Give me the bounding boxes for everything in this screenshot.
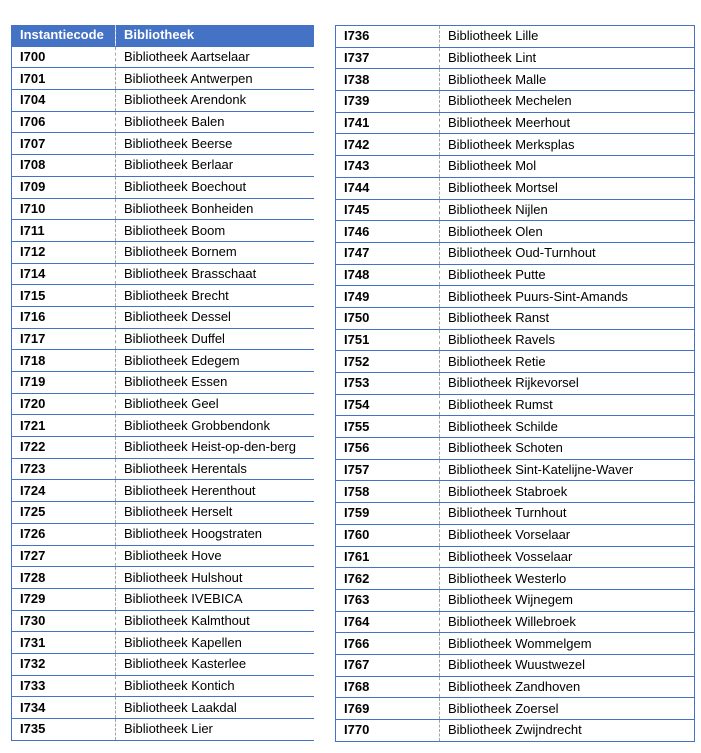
table-row: [336, 481, 695, 503]
library-name-cell: Bibliotheek Grobbendonk: [116, 415, 314, 437]
instance-code-cell: I748: [336, 264, 440, 286]
library-name-cell: Bibliotheek IVEBICA: [116, 588, 314, 610]
table-row: [336, 438, 695, 460]
table-row: [336, 91, 695, 113]
library-name-cell: Bibliotheek Kapellen: [116, 632, 314, 654]
instance-code-cell: I712: [12, 241, 116, 263]
instance-code-cell: I719: [12, 372, 116, 394]
table-row: [12, 393, 314, 415]
table-row: [12, 285, 314, 307]
table-row: [12, 567, 314, 589]
table-row: [336, 329, 695, 351]
library-name-cell: Bibliotheek Arendonk: [116, 90, 314, 112]
table-row: [336, 242, 695, 264]
table-row: [12, 133, 314, 155]
library-name-cell: Bibliotheek Merksplas: [440, 134, 695, 156]
instance-code-cell: I733: [12, 675, 116, 697]
table-row: [336, 373, 695, 395]
library-name-cell: Bibliotheek Antwerpen: [116, 68, 314, 90]
library-name-cell: Bibliotheek Retie: [440, 351, 695, 373]
library-name-cell: Bibliotheek Willebroek: [440, 611, 695, 633]
library-name-cell: Bibliotheek Rumst: [440, 394, 695, 416]
instance-code-cell: I738: [336, 69, 440, 91]
instance-code-cell: I763: [336, 589, 440, 611]
instance-code-cell: I710: [12, 198, 116, 220]
instance-code-cell: I737: [336, 47, 440, 69]
table-row: [12, 68, 314, 90]
library-name-cell: Bibliotheek Putte: [440, 264, 695, 286]
library-name-cell: Bibliotheek Westerlo: [440, 568, 695, 590]
library-name-cell: Bibliotheek Puurs-Sint-Amands: [440, 286, 695, 308]
table-row: [336, 611, 695, 633]
library-name-cell: Bibliotheek Duffel: [116, 328, 314, 350]
instance-code-cell: I742: [336, 134, 440, 156]
table-row: [336, 199, 695, 221]
instance-code-cell: I718: [12, 350, 116, 372]
library-name-cell: Bibliotheek Mortsel: [440, 177, 695, 199]
table-row: [12, 306, 314, 328]
library-name-cell: Bibliotheek Wuustwezel: [440, 654, 695, 676]
table-row: [336, 156, 695, 178]
table-row: [336, 524, 695, 546]
table-row: [336, 177, 695, 199]
library-name-cell: Bibliotheek Dessel: [116, 306, 314, 328]
instance-code-cell: I725: [12, 502, 116, 524]
table-row: [336, 503, 695, 525]
library-name-cell: Bibliotheek Geel: [116, 393, 314, 415]
instance-code-cell: I764: [336, 611, 440, 633]
table-row: [336, 69, 695, 91]
library-name-cell: Bibliotheek Zoersel: [440, 698, 695, 720]
table-row: [12, 545, 314, 567]
library-name-cell: Bibliotheek Herselt: [116, 502, 314, 524]
instance-code-cell: I700: [12, 46, 116, 68]
table-row: [336, 720, 695, 742]
table-row: [12, 610, 314, 632]
library-name-cell: Bibliotheek Heist-op-den-berg: [116, 437, 314, 459]
instance-code-cell: I756: [336, 438, 440, 460]
instance-code-cell: I707: [12, 133, 116, 155]
table-row: [336, 307, 695, 329]
instance-code-cell: I714: [12, 263, 116, 285]
instance-code-cell: I770: [336, 720, 440, 742]
column-header-code: Instantiecode: [12, 25, 116, 46]
instance-code-cell: I721: [12, 415, 116, 437]
instance-code-cell: I716: [12, 306, 116, 328]
library-name-cell: Bibliotheek Mechelen: [440, 91, 695, 113]
library-name-cell: Bibliotheek Boechout: [116, 176, 314, 198]
table-row: [12, 480, 314, 502]
library-name-cell: Bibliotheek Ravels: [440, 329, 695, 351]
table-row: [12, 198, 314, 220]
table-row: [12, 372, 314, 394]
table-row: [12, 437, 314, 459]
table-row: [12, 502, 314, 524]
table-row: [336, 416, 695, 438]
library-name-cell: Bibliotheek Olen: [440, 221, 695, 243]
library-name-cell: Bibliotheek Laakdal: [116, 697, 314, 719]
library-name-cell: Bibliotheek Balen: [116, 111, 314, 133]
library-name-cell: Bibliotheek Brasschaat: [116, 263, 314, 285]
library-name-cell: Bibliotheek Stabroek: [440, 481, 695, 503]
table-body-right: [336, 26, 695, 742]
instance-code-cell: I767: [336, 654, 440, 676]
instance-code-cell: I723: [12, 458, 116, 480]
library-name-cell: Bibliotheek Essen: [116, 372, 314, 394]
library-name-cell: Bibliotheek Zwijndrecht: [440, 720, 695, 742]
instance-code-cell: I759: [336, 503, 440, 525]
library-name-cell: Bibliotheek Malle: [440, 69, 695, 91]
table-row: [336, 26, 695, 48]
library-name-cell: Bibliotheek Vorselaar: [440, 524, 695, 546]
library-table-right: [335, 25, 695, 742]
table-row: [336, 351, 695, 373]
library-name-cell: Bibliotheek Zandhoven: [440, 676, 695, 698]
library-name-cell: Bibliotheek Kalmthout: [116, 610, 314, 632]
instance-code-cell: I750: [336, 307, 440, 329]
table-row: [336, 589, 695, 611]
instance-code-cell: I736: [336, 26, 440, 48]
instance-code-cell: I709: [12, 176, 116, 198]
table-row: [336, 134, 695, 156]
library-name-cell: Bibliotheek Schoten: [440, 438, 695, 460]
instance-code-cell: I730: [12, 610, 116, 632]
library-name-cell: Bibliotheek Herenthout: [116, 480, 314, 502]
table-row: [12, 176, 314, 198]
instance-code-cell: I747: [336, 242, 440, 264]
library-name-cell: Bibliotheek Edegem: [116, 350, 314, 372]
table-row: [336, 221, 695, 243]
table-row: [12, 523, 314, 545]
instance-code-cell: I720: [12, 393, 116, 415]
instance-code-cell: I769: [336, 698, 440, 720]
library-name-cell: Bibliotheek Beerse: [116, 133, 314, 155]
table-row: [12, 697, 314, 719]
library-name-cell: Bibliotheek Sint-Katelijne-Waver: [440, 459, 695, 481]
library-name-cell: Bibliotheek Oud-Turnhout: [440, 242, 695, 264]
library-name-cell: Bibliotheek Lille: [440, 26, 695, 48]
instance-code-cell: I768: [336, 676, 440, 698]
table-row: [336, 47, 695, 69]
instance-code-cell: I743: [336, 156, 440, 178]
library-name-cell: Bibliotheek Brecht: [116, 285, 314, 307]
library-name-cell: Bibliotheek Ranst: [440, 307, 695, 329]
instance-code-cell: I717: [12, 328, 116, 350]
table-row: [336, 264, 695, 286]
instance-code-cell: I746: [336, 221, 440, 243]
table-row: [12, 632, 314, 654]
table-row: [12, 719, 314, 741]
table-row: [336, 286, 695, 308]
instance-code-cell: I734: [12, 697, 116, 719]
instance-code-cell: I708: [12, 155, 116, 177]
library-name-cell: Bibliotheek Schilde: [440, 416, 695, 438]
library-name-cell: Bibliotheek Hulshout: [116, 567, 314, 589]
library-name-cell: Bibliotheek Rijkevorsel: [440, 373, 695, 395]
table-row: [336, 112, 695, 134]
library-name-cell: Bibliotheek Turnhout: [440, 503, 695, 525]
table-row: [336, 633, 695, 655]
instance-code-cell: I758: [336, 481, 440, 503]
table-row: [12, 350, 314, 372]
instance-code-cell: I761: [336, 546, 440, 568]
instance-code-cell: I726: [12, 523, 116, 545]
library-name-cell: Bibliotheek Vosselaar: [440, 546, 695, 568]
table-row: [12, 155, 314, 177]
library-name-cell: Bibliotheek Wommelgem: [440, 633, 695, 655]
table-header-row: [12, 25, 314, 46]
column-header-library: Bibliotheek: [116, 25, 314, 46]
library-name-cell: Bibliotheek Lint: [440, 47, 695, 69]
library-name-cell: Bibliotheek Meerhout: [440, 112, 695, 134]
table-row: [336, 546, 695, 568]
library-name-cell: Bibliotheek Hove: [116, 545, 314, 567]
table-row: [12, 675, 314, 697]
library-name-cell: Bibliotheek Nijlen: [440, 199, 695, 221]
table-row: [336, 394, 695, 416]
library-name-cell: Bibliotheek Wijnegem: [440, 589, 695, 611]
instance-code-cell: I739: [336, 91, 440, 113]
library-table-left: [11, 25, 314, 741]
table-row: [12, 220, 314, 242]
instance-code-cell: I731: [12, 632, 116, 654]
instance-code-cell: I755: [336, 416, 440, 438]
table-row: [336, 698, 695, 720]
instance-code-cell: I706: [12, 111, 116, 133]
instance-code-cell: I711: [12, 220, 116, 242]
instance-code-cell: I724: [12, 480, 116, 502]
table-row: [336, 459, 695, 481]
library-name-cell: Bibliotheek Kontich: [116, 675, 314, 697]
instance-code-cell: I745: [336, 199, 440, 221]
instance-code-cell: I715: [12, 285, 116, 307]
instance-code-cell: I704: [12, 90, 116, 112]
instance-code-cell: I749: [336, 286, 440, 308]
table-row: [336, 676, 695, 698]
instance-code-cell: I760: [336, 524, 440, 546]
instance-code-cell: I751: [336, 329, 440, 351]
library-name-cell: Bibliotheek Aartselaar: [116, 46, 314, 68]
library-name-cell: Bibliotheek Kasterlee: [116, 653, 314, 675]
table-row: [12, 111, 314, 133]
instance-code-cell: I766: [336, 633, 440, 655]
library-name-cell: Bibliotheek Berlaar: [116, 155, 314, 177]
table-row: [12, 458, 314, 480]
instance-code-cell: I729: [12, 588, 116, 610]
table-row: [12, 328, 314, 350]
instance-code-cell: I728: [12, 567, 116, 589]
library-name-cell: Bibliotheek Hoogstraten: [116, 523, 314, 545]
instance-code-cell: I732: [12, 653, 116, 675]
table-row: [12, 415, 314, 437]
table-row: [12, 46, 314, 68]
table-row: [12, 588, 314, 610]
instance-code-cell: I741: [336, 112, 440, 134]
instance-code-cell: I754: [336, 394, 440, 416]
instance-code-cell: I722: [12, 437, 116, 459]
table-body-left: [12, 46, 314, 740]
library-name-cell: Bibliotheek Mol: [440, 156, 695, 178]
library-name-cell: Bibliotheek Bonheiden: [116, 198, 314, 220]
table-row: [336, 568, 695, 590]
instance-code-cell: I762: [336, 568, 440, 590]
table-row: [12, 653, 314, 675]
instance-code-cell: I744: [336, 177, 440, 199]
instance-code-cell: I701: [12, 68, 116, 90]
instance-code-cell: I757: [336, 459, 440, 481]
table-row: [12, 90, 314, 112]
instance-code-cell: I735: [12, 719, 116, 741]
library-name-cell: Bibliotheek Herentals: [116, 458, 314, 480]
table-row: [12, 263, 314, 285]
instance-code-cell: I752: [336, 351, 440, 373]
table-row: [12, 241, 314, 263]
library-name-cell: Bibliotheek Boom: [116, 220, 314, 242]
instance-code-cell: I727: [12, 545, 116, 567]
library-name-cell: Bibliotheek Bornem: [116, 241, 314, 263]
instance-code-cell: I753: [336, 373, 440, 395]
table-row: [336, 654, 695, 676]
library-name-cell: Bibliotheek Lier: [116, 719, 314, 741]
